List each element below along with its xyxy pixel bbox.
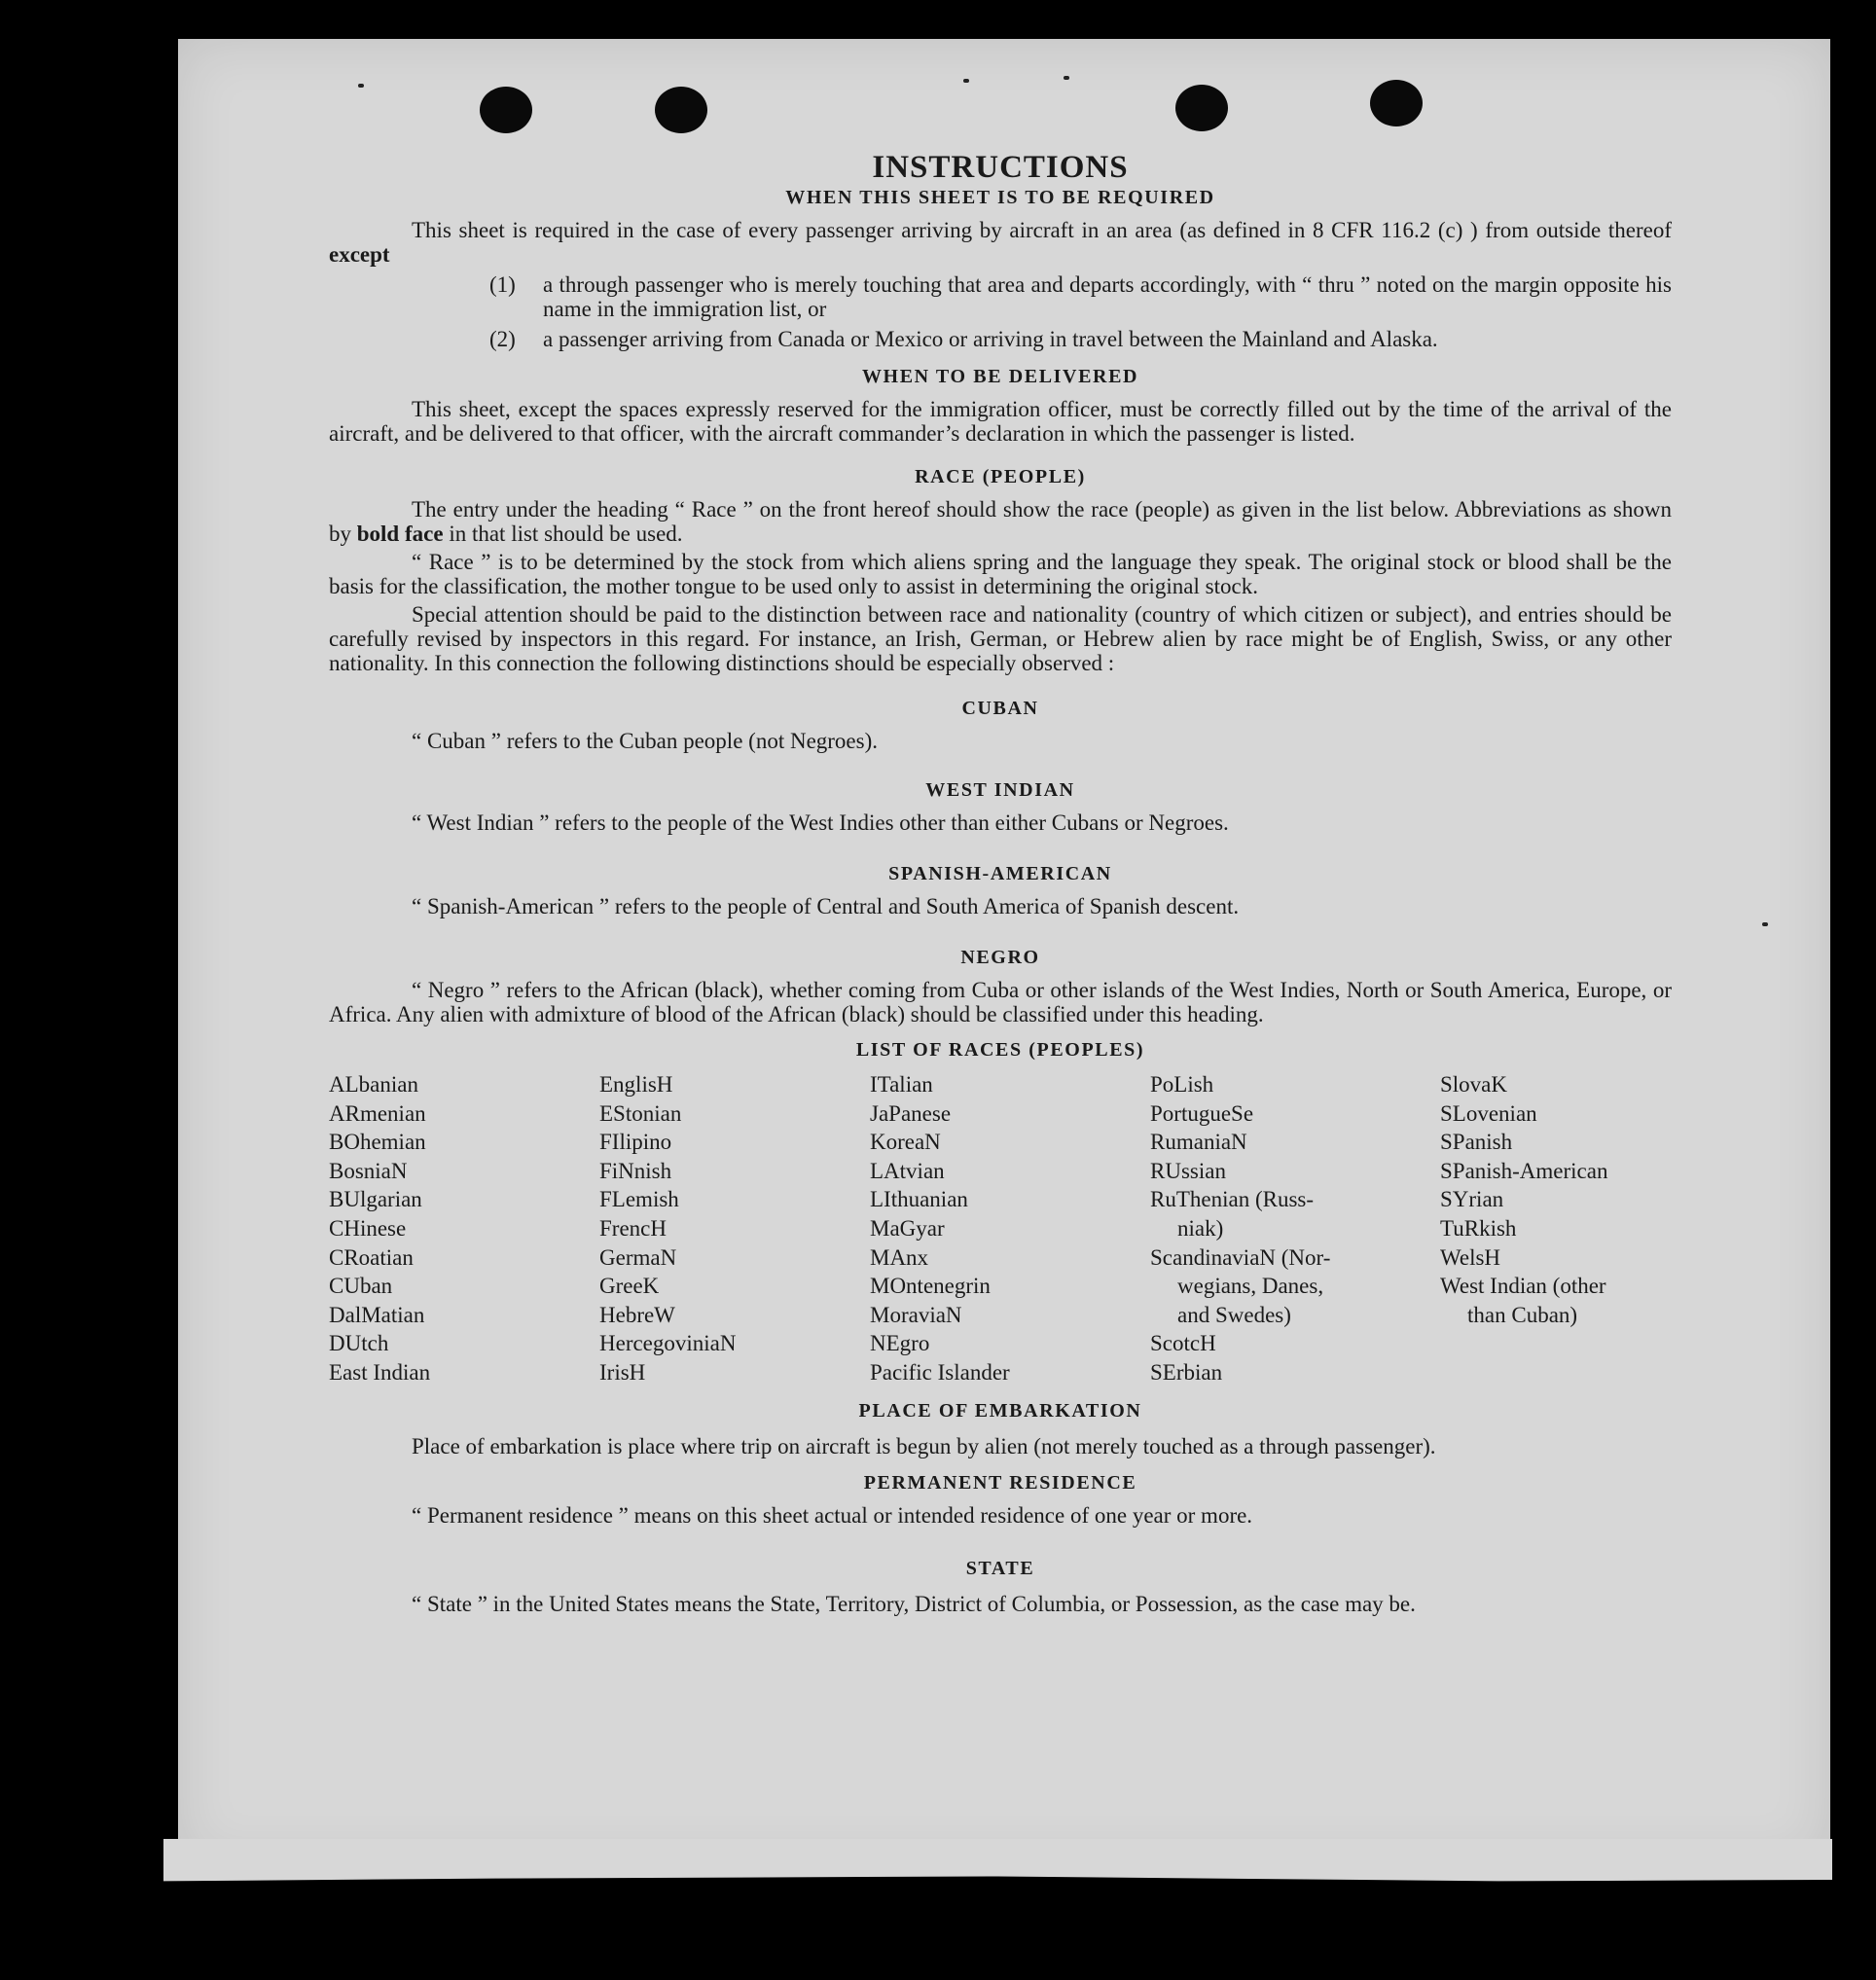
- race-entry: MoraviaN: [870, 1302, 962, 1327]
- spanish-american-text: “ Spanish-American ” refers to the people of Central and South America of Spanish descent.: [412, 894, 1240, 918]
- race-entry: CHinese: [329, 1215, 407, 1241]
- heading-residence: PERMANENT RESIDENCE: [863, 1471, 1137, 1494]
- race-p1-text: The entry under the heading “ Race ” on the front hereof should show the race (people) as given in the list below. Abbreviations as shown by: [329, 497, 1672, 546]
- race-entry: SlovaK: [1440, 1072, 1507, 1097]
- race-entry-continued: than Cuban): [1467, 1302, 1578, 1327]
- race-entry: ScotcH: [1150, 1331, 1216, 1356]
- heading-race: RACE (PEOPLE): [915, 466, 1086, 487]
- speck: [358, 84, 364, 88]
- item-text: a passenger arriving from Canada or Mexico or arriving in travel between the Mainland and Alaska.: [543, 327, 1438, 351]
- intro-text: This sheet is required in the case of every passenger arriving by aircraft in an area (as defined in 8 CFR 116.2 (c) ) from outside thereof: [412, 218, 1672, 242]
- race-entry: Pacific Islander: [870, 1359, 1010, 1385]
- punch-hole: [655, 87, 707, 133]
- residence-text: “ Permanent residence ” means on this sheet actual or intended residence of one year or more.: [412, 1502, 1253, 1528]
- race-entry: DalMatian: [329, 1302, 425, 1327]
- race-entry: BOhemian: [329, 1130, 426, 1155]
- race-entry: ARmenian: [329, 1100, 426, 1126]
- when-required-intro: [329, 218, 1672, 267]
- race-column-4: [1150, 1070, 1440, 1387]
- race-column-5: [1440, 1070, 1672, 1387]
- race-entry: SLovenian: [1440, 1100, 1537, 1126]
- race-entry: JaPanese: [870, 1100, 952, 1126]
- punch-hole: [1175, 85, 1228, 131]
- heading-west-indian: WEST INDIAN: [925, 779, 1075, 801]
- race-list: [329, 1070, 1672, 1387]
- race-entry: SYrian: [1440, 1187, 1504, 1212]
- race-entry: RuThenian (Russ-: [1150, 1187, 1315, 1212]
- race-p1-bold: bold face: [356, 522, 444, 546]
- speck: [1064, 76, 1069, 80]
- cuban-text: “ Cuban ” refers to the Cuban people (not Negroes).: [412, 729, 879, 753]
- heading-cuban: CUBAN: [961, 698, 1039, 719]
- race-entry: GermaN: [599, 1244, 677, 1270]
- race-entry: FIlipino: [599, 1130, 672, 1155]
- race-entry: EStonian: [599, 1100, 682, 1126]
- race-column-3: [870, 1070, 1150, 1387]
- punch-hole: [1370, 80, 1423, 126]
- race-entry: PortugueSe: [1150, 1100, 1254, 1126]
- race-paragraph-3: Special attention should be paid to the distinction between race and nationality (country of which citizen or subject), and entries should be carefully revised by inspectors in this regard. For instance, an Irish, German, or Hebrew alien by race might be of English, Swiss, or any other nationality. In this connection the following distinctions should be especially observed :: [329, 602, 1672, 675]
- heading-embarkation: PLACE OF EMBARKATION: [858, 1399, 1142, 1422]
- heading-when-delivered: WHEN TO BE DELIVERED: [861, 366, 1139, 387]
- race-entry: SErbian: [1150, 1359, 1223, 1385]
- heading-negro: NEGRO: [960, 947, 1040, 968]
- speck: [963, 79, 969, 83]
- heading-when-required: WHEN THIS SHEET IS TO BE REQUIRED: [785, 187, 1215, 208]
- page-title: INSTRUCTIONS: [872, 150, 1129, 185]
- race-entry: BUlgarian: [329, 1187, 422, 1212]
- race-entry: ALbanian: [329, 1072, 418, 1097]
- race-entry: ITalian: [870, 1072, 933, 1097]
- race-entry: BosniaN: [329, 1158, 408, 1183]
- race-entry-continued: niak): [1177, 1215, 1224, 1241]
- state-text: “ State ” in the United States means the State, Territory, District of Columbia, or Possession, as the case may be.: [412, 1591, 1416, 1616]
- instructions-content: [329, 150, 1672, 1619]
- heading-state: STATE: [965, 1557, 1035, 1579]
- race-entry: RUssian: [1150, 1158, 1226, 1183]
- race-entry: IrisH: [599, 1359, 646, 1385]
- race-entry: EnglisH: [599, 1072, 673, 1097]
- race-column-1: [329, 1070, 599, 1387]
- race-paragraph-1: [329, 497, 1672, 546]
- when-delivered-text: This sheet, except the spaces expressly reserved for the immigration officer, must be correctly filled out by the time of the arrival of the aircraft, and be delivered to that officer, with the aircraft commander’s declaration in which the passenger is listed.: [329, 397, 1672, 446]
- item-number: (1): [489, 272, 516, 297]
- race-entry: CRoatian: [329, 1244, 414, 1270]
- exception-item-2: [489, 327, 1672, 351]
- heading-spanish-american: SPANISH-AMERICAN: [888, 863, 1112, 884]
- race-entry: LIthuanian: [870, 1187, 968, 1212]
- race-p1-end: in that list should be used.: [449, 522, 683, 546]
- race-entry: RumaniaN: [1150, 1130, 1247, 1155]
- exception-item-1: [489, 272, 1672, 321]
- embarkation-text: Place of embarkation is place where trip on aircraft is begun by alien (not merely touched as a through passenger).: [412, 1433, 1436, 1458]
- race-entry: LAtvian: [870, 1158, 945, 1183]
- race-entry: DUtch: [329, 1331, 389, 1356]
- race-entry: MaGyar: [870, 1215, 945, 1241]
- race-entry: East Indian: [329, 1359, 431, 1385]
- race-column-2: [599, 1070, 870, 1387]
- race-entry: MOntenegrin: [870, 1274, 991, 1299]
- race-entry-continued: and Swedes): [1177, 1302, 1291, 1327]
- race-entry: HebreW: [599, 1302, 675, 1327]
- race-entry: MAnx: [870, 1244, 929, 1270]
- item-text: a through passenger who is merely touching that area and departs accordingly, with “ thru ” noted on the margin opposite his name in the immigration list, or: [543, 272, 1672, 321]
- race-entry: FLemish: [599, 1187, 679, 1212]
- race-entry: CUban: [329, 1274, 393, 1299]
- torn-edge: [163, 1839, 1832, 1907]
- race-entry: FrencH: [599, 1215, 667, 1241]
- race-entry: HercegoviniaN: [599, 1331, 737, 1356]
- race-entry: KoreaN: [870, 1130, 941, 1155]
- race-entry: SPanish: [1440, 1130, 1513, 1155]
- race-entry: PoLish: [1150, 1072, 1214, 1097]
- race-entry: NEgro: [870, 1331, 930, 1356]
- race-entry: FiNnish: [599, 1158, 672, 1183]
- intro-except: except: [329, 242, 390, 267]
- race-entry: TuRkish: [1440, 1215, 1517, 1241]
- race-entry: West Indian (other: [1440, 1274, 1606, 1299]
- west-indian-text: “ West Indian ” refers to the people of the West Indies other than either Cubans or Negroes.: [412, 810, 1229, 835]
- race-entry: GreeK: [599, 1274, 660, 1299]
- race-entry: SPanish-American: [1440, 1158, 1608, 1183]
- punch-hole: [480, 87, 532, 133]
- speck: [1762, 922, 1768, 926]
- negro-text: “ Negro ” refers to the African (black), whether coming from Cuba or other islands of the West Indies, North or South America, Europe, or Africa. Any alien with admixture of blood of the African (black) should be classified under this heading.: [329, 978, 1672, 1026]
- heading-list-of-races: LIST OF RACES (PEOPLES): [855, 1039, 1145, 1061]
- race-entry: WelsH: [1440, 1244, 1501, 1270]
- race-paragraph-2: “ Race ” is to be determined by the stock from which aliens spring and the language they speak. The original stock or blood shall be the basis for the classification, the mother tongue to be used only to assist in determining the original stock.: [329, 550, 1672, 598]
- race-entry-continued: wegians, Danes,: [1177, 1274, 1324, 1299]
- item-number: (2): [489, 327, 516, 351]
- race-entry: ScandinaviaN (Nor-: [1150, 1244, 1331, 1270]
